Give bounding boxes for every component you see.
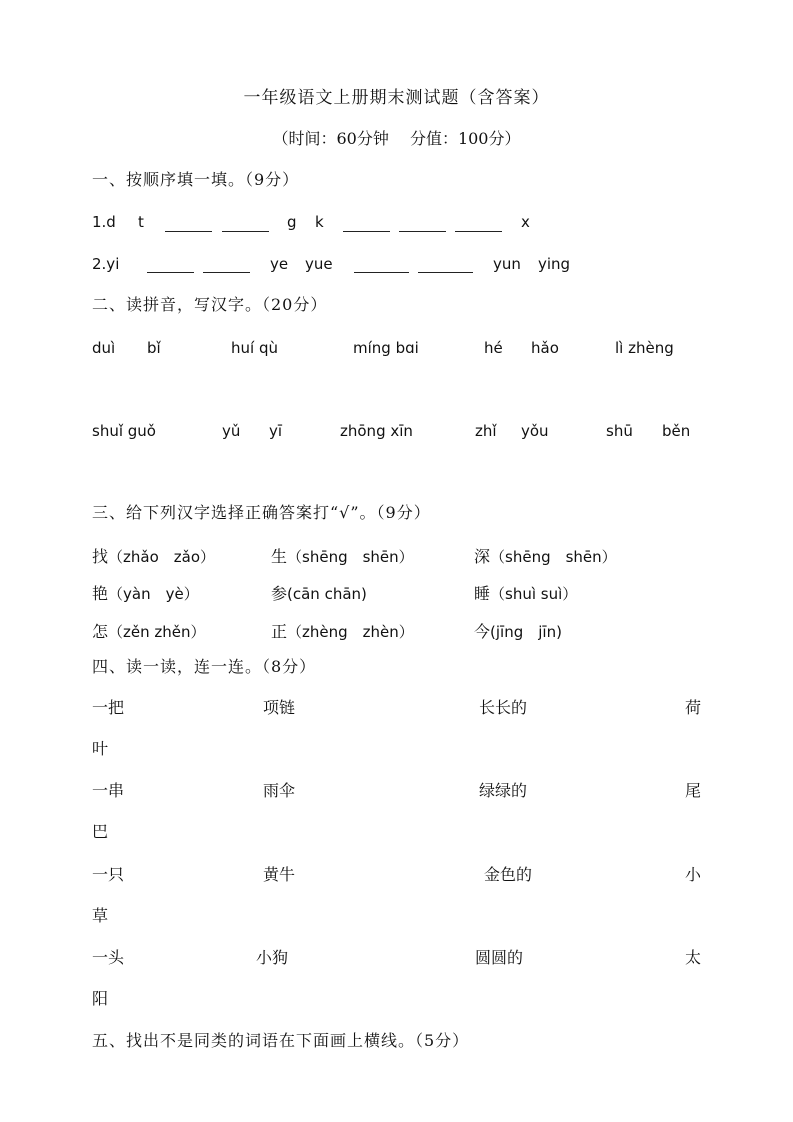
pinyin-word: běn xyxy=(662,422,691,440)
fill-blank[interactable] xyxy=(399,231,446,232)
pinyin-word: huí qù xyxy=(231,339,278,357)
match-adj[interactable]: 金色的 xyxy=(484,865,533,884)
choice-item[interactable]: 生（shēng shēn） xyxy=(271,547,414,566)
choice-item[interactable]: 睡（shuì suì） xyxy=(474,584,578,603)
match-end-wrap[interactable]: 草 xyxy=(92,906,109,925)
pinyin-word: yǔ xyxy=(222,422,241,440)
pinyin-word: hǎo xyxy=(531,339,559,357)
match-adj[interactable]: 绿绿的 xyxy=(479,781,528,800)
match-measure[interactable]: 一头 xyxy=(92,948,125,967)
s1-row2-item: yun xyxy=(493,255,521,273)
match-end-wrap[interactable]: 叶 xyxy=(92,739,109,758)
match-noun[interactable]: 小狗 xyxy=(256,948,289,967)
s1-row1-item: t xyxy=(138,213,144,231)
s1-row2-item: yue xyxy=(305,255,333,273)
pinyin-word: duì xyxy=(92,339,116,357)
pinyin-word: yī xyxy=(269,422,283,440)
s1-row1-item: 1.d xyxy=(92,213,116,231)
match-end-wrap[interactable]: 阳 xyxy=(92,989,109,1008)
pinyin-word: hé xyxy=(484,339,503,357)
choice-item[interactable]: 今(jīng jīn) xyxy=(474,622,562,641)
section-2-heading: 二、读拼音，写汉字。（20分） xyxy=(92,295,328,314)
page-subtitle: （时间：60分钟 分值：100分） xyxy=(272,129,521,148)
match-end-wrap[interactable]: 巴 xyxy=(92,822,109,841)
match-noun[interactable]: 黄牛 xyxy=(263,865,296,884)
pinyin-word: yǒu xyxy=(521,422,549,440)
section-1-heading: 一、按顺序填一填。（9分） xyxy=(92,170,300,189)
fill-blank[interactable] xyxy=(343,231,390,232)
section-5-heading: 五、找出不是同类的词语在下面画上横线。（5分） xyxy=(92,1031,470,1050)
match-measure[interactable]: 一把 xyxy=(92,698,125,717)
pinyin-word: zhǐ xyxy=(475,422,497,440)
choice-item[interactable]: 深（shēng shēn） xyxy=(474,547,617,566)
section-3-heading: 三、给下列汉字选择正确答案打“√”。（9分） xyxy=(92,503,431,522)
choice-item[interactable]: 怎（zěn zhěn） xyxy=(92,622,206,641)
fill-blank[interactable] xyxy=(418,272,473,273)
choice-item[interactable]: 找（zhǎo zǎo） xyxy=(92,547,216,566)
choice-item[interactable]: 艳（yàn yè） xyxy=(92,584,199,603)
pinyin-word: shuǐ guǒ xyxy=(92,422,156,440)
match-measure[interactable]: 一串 xyxy=(92,781,125,800)
pinyin-word: míng bɑi xyxy=(353,339,419,357)
fill-blank[interactable] xyxy=(222,231,269,232)
choice-item[interactable]: 正（zhèng zhèn） xyxy=(271,622,414,641)
choice-item[interactable]: 参(cān chān) xyxy=(271,584,367,603)
s1-row1-item: x xyxy=(521,213,530,231)
pinyin-word: zhōng xīn xyxy=(340,422,413,440)
match-adj[interactable]: 长长的 xyxy=(479,698,528,717)
s1-row1-item: k xyxy=(315,213,324,231)
s1-row2-item: ye xyxy=(270,255,289,273)
page-title: 一年级语文上册期末测试题（含答案） xyxy=(243,88,550,108)
fill-blank[interactable] xyxy=(147,272,194,273)
match-end[interactable]: 小 xyxy=(685,865,702,884)
match-adj[interactable]: 圆圆的 xyxy=(475,948,524,967)
match-noun[interactable]: 雨伞 xyxy=(263,781,296,800)
fill-blank[interactable] xyxy=(455,231,502,232)
match-measure[interactable]: 一只 xyxy=(92,865,125,884)
fill-blank[interactable] xyxy=(165,231,212,232)
s1-row2-item: 2.yi xyxy=(92,255,120,273)
pinyin-word: lì zhèng xyxy=(615,339,674,357)
match-end[interactable]: 荷 xyxy=(685,698,702,717)
fill-blank[interactable] xyxy=(354,272,409,273)
match-end[interactable]: 尾 xyxy=(685,781,702,800)
section-4-heading: 四、读一读，连一连。（8分） xyxy=(92,657,317,676)
match-end[interactable]: 太 xyxy=(685,948,702,967)
fill-blank[interactable] xyxy=(203,272,250,273)
s1-row2-item: ying xyxy=(538,255,571,273)
pinyin-word: shū xyxy=(606,422,633,440)
pinyin-word: bǐ xyxy=(147,339,161,357)
s1-row1-item: g xyxy=(287,213,297,231)
match-noun[interactable]: 项链 xyxy=(263,698,296,717)
